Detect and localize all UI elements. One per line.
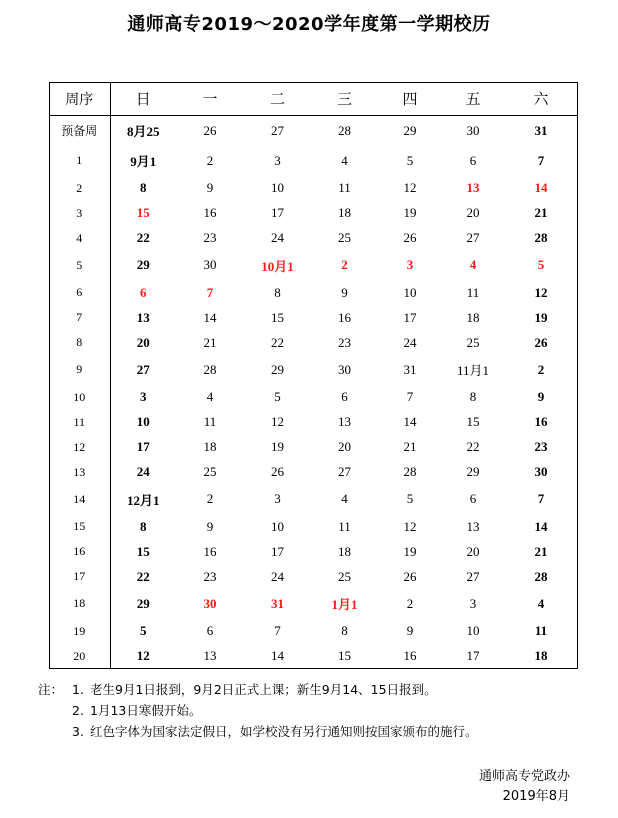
date-cell: 28 — [338, 122, 351, 138]
notes — [38, 679, 478, 742]
holiday-date-cell: 15 — [136, 205, 150, 221]
holiday-date-cell: 14 — [534, 180, 548, 196]
date-cell: 20 — [466, 543, 480, 559]
date-cell: 14 — [403, 414, 417, 430]
date-cell: 16 — [534, 414, 548, 430]
date-cell: 24 — [271, 230, 284, 246]
date-cell: 12月1 — [126, 492, 160, 508]
date-cell: 26 — [403, 230, 417, 246]
note-number: 1. — [72, 682, 84, 697]
date-cell: 29 — [403, 122, 417, 138]
date-cell: 11 — [338, 518, 351, 534]
table-row — [49, 116, 578, 146]
date-cell: 12 — [403, 518, 417, 534]
table-row — [49, 589, 578, 619]
date-cell: 13 — [338, 414, 351, 430]
date-cell: 4 — [537, 595, 545, 611]
week-number: 17 — [49, 564, 110, 589]
date-cell: 9 — [537, 389, 545, 405]
week-number: 1 — [49, 146, 110, 176]
date-cell: 15 — [136, 543, 150, 559]
signature-date: 2019年8月 — [502, 789, 570, 804]
table-row — [49, 410, 578, 435]
note-1 — [38, 679, 478, 700]
date-cell: 28 — [203, 361, 217, 377]
holiday-date-cell: 31 — [271, 595, 284, 611]
date-cell: 23 — [203, 230, 217, 246]
date-cell: 31 — [534, 122, 548, 138]
note-text: 红色字体为国家法定假日，如学校没有另行通知则按国家颁布的施行。 — [90, 724, 478, 739]
date-cell: 29 — [136, 595, 150, 611]
table-row — [49, 176, 578, 201]
holiday-date-cell: 4 — [469, 257, 477, 273]
date-cell: 23 — [203, 568, 217, 584]
date-cell: 20 — [338, 439, 351, 455]
day-header-sat: 六 — [504, 82, 578, 116]
signature-org: 通师高专党政办 — [478, 769, 570, 784]
date-cell: 20 — [136, 334, 150, 350]
holiday-date-cell: 7 — [206, 284, 214, 300]
week-number: 9 — [49, 355, 110, 385]
note-3 — [38, 721, 478, 742]
date-cell: 6 — [469, 491, 477, 507]
date-cell: 27 — [466, 230, 480, 246]
date-cell: 9月1 — [130, 154, 157, 170]
date-cell: 16 — [203, 205, 217, 221]
date-cell: 10 — [466, 623, 480, 639]
week-number: 11 — [49, 410, 110, 435]
week-number: 5 — [49, 251, 110, 281]
table-row — [49, 435, 578, 460]
date-cell: 5 — [140, 623, 147, 639]
date-cell: 10 — [136, 414, 150, 430]
table-row — [49, 564, 578, 589]
date-cell: 17 — [466, 648, 480, 664]
table-row — [49, 385, 578, 410]
date-cell: 15 — [338, 648, 351, 664]
table-row — [49, 201, 578, 226]
date-cell: 19 — [534, 309, 548, 325]
week-number: 10 — [49, 385, 110, 410]
date-cell: 5 — [274, 389, 281, 405]
date-cell: 21 — [534, 543, 548, 559]
date-cell: 27 — [136, 361, 150, 377]
date-cell: 21 — [203, 334, 217, 350]
date-cell: 16 — [403, 648, 417, 664]
date-cell: 4 — [341, 152, 348, 168]
date-cell: 9 — [406, 623, 414, 639]
week-number: 7 — [49, 305, 110, 330]
date-cell: 30 — [338, 361, 351, 377]
date-cell: 30 — [466, 122, 480, 138]
date-cell: 10 — [271, 180, 284, 196]
date-cell: 8 — [140, 518, 147, 534]
date-cell: 18 — [338, 543, 351, 559]
date-cell: 22 — [271, 334, 284, 350]
date-cell: 11月1 — [456, 363, 490, 379]
date-cell: 30 — [203, 257, 217, 273]
table-row — [49, 146, 578, 176]
date-cell: 24 — [403, 334, 417, 350]
date-cell: 7 — [537, 491, 545, 507]
date-cell: 2 — [206, 491, 214, 507]
table-row — [49, 514, 578, 539]
week-number: 4 — [49, 226, 110, 251]
table-row — [49, 251, 578, 281]
date-cell: 29 — [271, 361, 284, 377]
date-cell: 13 — [136, 309, 150, 325]
date-cell: 29 — [466, 464, 480, 480]
date-cell: 27 — [271, 122, 284, 138]
date-cell: 7 — [406, 389, 414, 405]
date-cell: 5 — [406, 152, 414, 168]
date-cell: 21 — [534, 205, 548, 221]
date-cell: 9 — [206, 518, 214, 534]
day-header-sun: 日 — [110, 82, 176, 116]
day-header-fri: 五 — [442, 82, 504, 116]
date-cell: 27 — [338, 464, 351, 480]
date-cell: 26 — [403, 568, 417, 584]
date-cell: 12 — [136, 648, 150, 664]
date-cell: 3 — [274, 491, 281, 507]
date-cell: 18 — [203, 439, 217, 455]
date-cell: 17 — [136, 439, 150, 455]
date-cell: 28 — [403, 464, 417, 480]
date-cell: 9 — [341, 284, 348, 300]
date-cell: 30 — [534, 464, 548, 480]
date-cell: 8 — [274, 284, 281, 300]
week-number: 15 — [49, 514, 110, 539]
note-number: 3. — [72, 724, 84, 739]
day-header-thu: 四 — [378, 82, 442, 116]
page-title: 通师高专2019～2020学年度第一学期校历 — [127, 14, 491, 35]
date-cell: 2 — [537, 361, 545, 377]
date-cell: 11 — [466, 284, 480, 300]
date-cell: 4 — [341, 491, 348, 507]
note-2 — [38, 700, 478, 721]
date-cell: 24 — [136, 464, 150, 480]
week-number: 18 — [49, 589, 110, 619]
date-cell: 2 — [406, 595, 414, 611]
date-cell: 27 — [466, 568, 480, 584]
note-number: 2. — [72, 703, 84, 718]
day-header-wed: 三 — [311, 82, 378, 116]
date-cell: 18 — [466, 309, 480, 325]
date-cell: 16 — [338, 309, 351, 325]
week-number: 2 — [49, 176, 110, 201]
date-cell: 12 — [534, 284, 548, 300]
date-cell: 26 — [203, 122, 217, 138]
holiday-date-cell: 10月1 — [261, 258, 294, 274]
table-row — [49, 280, 578, 305]
table-row — [49, 305, 578, 330]
date-cell: 11 — [338, 180, 351, 196]
week-number: 20 — [49, 644, 110, 669]
date-cell: 14 — [271, 648, 284, 664]
date-cell: 28 — [534, 568, 548, 584]
date-cell: 6 — [469, 152, 477, 168]
date-cell: 22 — [136, 568, 150, 584]
date-cell: 17 — [271, 543, 284, 559]
date-cell: 8 — [469, 389, 477, 405]
table-row — [49, 330, 578, 355]
date-cell: 10 — [403, 284, 417, 300]
date-cell: 18 — [338, 205, 351, 221]
date-cell: 26 — [271, 464, 284, 480]
date-cell: 7 — [537, 152, 545, 168]
date-cell: 5 — [406, 491, 414, 507]
date-cell: 6 — [206, 623, 214, 639]
date-cell: 11 — [534, 623, 548, 639]
date-cell: 11 — [203, 414, 217, 430]
holiday-date-cell: 30 — [203, 595, 217, 611]
day-header-tue: 二 — [244, 82, 311, 116]
date-cell: 15 — [271, 309, 284, 325]
week-number: 14 — [49, 485, 110, 515]
holiday-date-cell: 1月1 — [331, 597, 358, 613]
date-cell: 3 — [274, 152, 281, 168]
date-cell: 6 — [341, 389, 348, 405]
date-cell: 29 — [136, 257, 150, 273]
week-number: 预备周 — [49, 116, 110, 146]
note-text: 1月13日寒假开始。 — [90, 703, 202, 718]
date-cell: 14 — [534, 518, 548, 534]
date-cell: 10 — [271, 518, 284, 534]
date-cell: 16 — [203, 543, 217, 559]
table-row — [49, 539, 578, 564]
table-row — [49, 644, 578, 669]
date-cell: 19 — [403, 205, 417, 221]
holiday-date-cell: 6 — [140, 284, 147, 300]
date-cell: 9 — [206, 180, 214, 196]
date-cell: 26 — [534, 334, 548, 350]
table-row — [49, 355, 578, 385]
date-cell: 12 — [271, 414, 284, 430]
date-cell: 19 — [271, 439, 284, 455]
date-cell: 25 — [338, 230, 351, 246]
date-cell: 12 — [403, 180, 417, 196]
date-cell: 14 — [203, 309, 217, 325]
date-cell: 3 — [140, 389, 147, 405]
date-cell: 18 — [534, 648, 548, 664]
date-cell: 20 — [466, 205, 480, 221]
week-number: 12 — [49, 435, 110, 460]
calendar-header-row — [49, 82, 578, 116]
notes-label: 注： — [38, 682, 64, 697]
date-cell: 25 — [203, 464, 217, 480]
week-number: 3 — [49, 201, 110, 226]
signature — [479, 767, 570, 807]
week-number: 19 — [49, 619, 110, 644]
holiday-date-cell: 13 — [466, 180, 480, 196]
calendar-table — [49, 82, 578, 669]
date-cell: 19 — [403, 543, 417, 559]
day-header-mon: 一 — [176, 82, 244, 116]
table-row — [49, 460, 578, 485]
date-cell: 25 — [338, 568, 351, 584]
date-cell: 24 — [271, 568, 284, 584]
date-cell: 13 — [466, 518, 480, 534]
date-cell: 25 — [466, 334, 480, 350]
date-cell: 31 — [403, 361, 417, 377]
holiday-date-cell: 2 — [341, 257, 348, 273]
date-cell: 17 — [271, 205, 284, 221]
date-cell: 22 — [466, 439, 480, 455]
date-cell: 8 — [140, 180, 147, 196]
date-cell: 21 — [403, 439, 417, 455]
week-header: 周序 — [49, 82, 110, 116]
table-row — [49, 485, 578, 515]
date-cell: 2 — [206, 152, 214, 168]
week-number: 6 — [49, 280, 110, 305]
date-cell: 22 — [136, 230, 150, 246]
date-cell: 3 — [469, 595, 477, 611]
date-cell: 8 — [341, 623, 348, 639]
date-cell: 28 — [534, 230, 548, 246]
date-cell: 17 — [403, 309, 417, 325]
week-number: 8 — [49, 330, 110, 355]
calendar-body — [49, 82, 578, 669]
date-cell: 13 — [203, 648, 217, 664]
note-text: 老生9月1日报到，9月2日正式上课；新生9月14、15日报到。 — [90, 682, 437, 697]
holiday-date-cell: 3 — [406, 257, 414, 273]
date-cell: 23 — [338, 334, 351, 350]
date-cell: 15 — [466, 414, 480, 430]
table-row — [49, 226, 578, 251]
date-cell: 7 — [274, 623, 281, 639]
date-cell: 8月25 — [126, 124, 160, 140]
table-row — [49, 619, 578, 644]
week-number: 16 — [49, 539, 110, 564]
holiday-date-cell: 5 — [537, 257, 545, 273]
date-cell: 4 — [206, 389, 214, 405]
week-number: 13 — [49, 460, 110, 485]
date-cell: 23 — [534, 439, 548, 455]
